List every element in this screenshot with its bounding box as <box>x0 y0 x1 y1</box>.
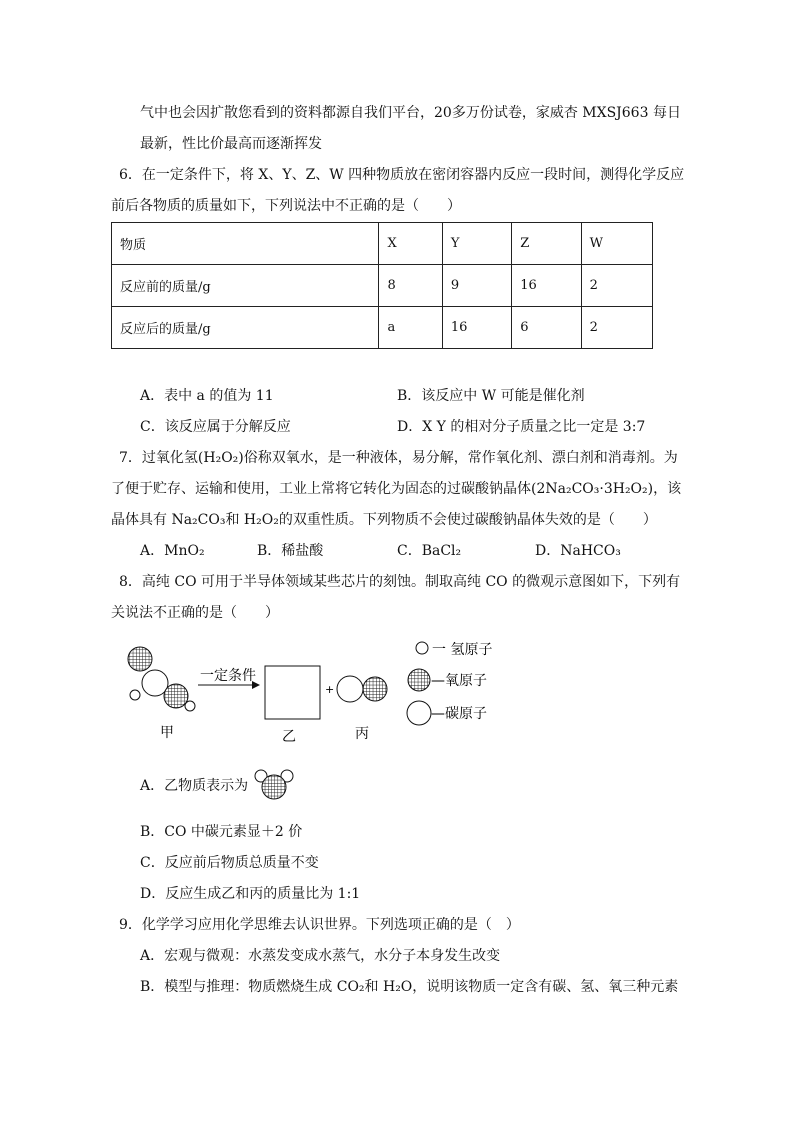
legend-oxygen: —氧原子 <box>431 673 487 689</box>
hydrogen-atom-icon <box>416 642 428 654</box>
label-bing: 丙 <box>355 726 369 742</box>
q7-stem-line-3: 晶体具有 Na₂CO₃和 H₂O₂的双重性质。下列物质不会使过碳酸钠晶体失效的是（ ） <box>111 512 657 528</box>
table-header-cell: Z <box>512 223 581 265</box>
table-cell: 16 <box>442 307 511 349</box>
table-cell: 2 <box>581 307 652 349</box>
hydrogen-atom-icon <box>130 690 140 700</box>
table-cell: a <box>379 307 442 349</box>
h2o-molecule-icon <box>252 767 296 803</box>
q7-stem-line-2: 了便于贮存、运输和使用，工业上常将它转化为固态的过碳酸钠晶体(2Na₂CO₃·3H₂O₂)，该 <box>111 481 682 497</box>
reaction-condition: 一定条件 <box>200 668 256 684</box>
oxygen-atom-icon <box>363 677 387 701</box>
q7-stem-line-1: 7．过氧化氢(H₂O₂)俗称双氧水，是一种液体，易分解，常作氧化剂、漂白剂和消毒剂。为 <box>119 450 678 466</box>
q9-option-a: A．宏观与微观：水蒸发变成水蒸气，水分子本身发生改变 <box>140 948 501 964</box>
hydrogen-atom-icon <box>185 701 195 711</box>
q8-stem-line-2: 关说法不正确的是（ ） <box>111 605 279 621</box>
table-cell: 反应前的质量/g <box>112 265 379 307</box>
carbon-atom-icon <box>142 670 168 696</box>
table-cell: 反应后的质量/g <box>112 307 379 349</box>
table-cell: 8 <box>379 265 442 307</box>
table-cell: 9 <box>442 265 511 307</box>
oxygen-atom-icon <box>164 684 188 708</box>
q9-option-b: B．模型与推理：物质燃烧生成 CO₂和 H₂O，说明该物质一定含有碳、氢、氧三种元素 <box>140 979 679 995</box>
q6-option-a: A．表中 a 的值为 11 <box>140 388 274 404</box>
plus-sign: + <box>325 683 335 696</box>
legend-hydrogen: 一 氢原子 <box>432 642 493 658</box>
q7-option-a: A．MnO₂ <box>140 543 205 559</box>
unknown-product-box <box>265 666 320 719</box>
table-header-cell: 物质 <box>112 223 379 265</box>
table-header-cell: W <box>581 223 652 265</box>
q6-option-d: D．X Y 的相对分子质量之比一定是 3:7 <box>397 419 646 435</box>
table-row <box>112 265 653 307</box>
table-header-cell: Y <box>442 223 511 265</box>
mass-table <box>111 222 653 349</box>
q6-option-c: C．该反应属于分解反应 <box>140 419 291 435</box>
oxygen-atom-icon <box>128 647 152 671</box>
atom-legend <box>405 637 525 732</box>
q7-option-c: C．BaCl₂ <box>397 543 462 559</box>
carbon-atom-icon <box>337 676 363 702</box>
oxygen-atom-icon <box>408 669 430 691</box>
q6-stem-line-2: 前后各物质的质量如下，下列说法中不正确的是（ ） <box>111 198 461 214</box>
table-header-cell: X <box>379 223 442 265</box>
table-header-row <box>112 223 653 265</box>
co-molecule <box>337 676 387 702</box>
table-cell: 2 <box>581 265 652 307</box>
q8-option-a: A．乙物质表示为 <box>140 778 249 794</box>
q8-stem-line-1: 8．高纯 CO 可用于半导体领域某些芯片的刻蚀。制取高纯 CO 的微观示意图如下，下列有 <box>119 574 681 590</box>
q7-option-b: B．稀盐酸 <box>257 543 324 559</box>
q9-stem: 9．化学学习应用化学思维去认识世界。下列选项正确的是（ ） <box>119 917 520 933</box>
intro-line-1: 气中也会因扩散您看到的资料都源自我们平台，20多万份试卷，家威杏 MXSJ663 每日 <box>140 105 681 121</box>
q8-option-c: C．反应前后物质总质量不变 <box>140 855 319 871</box>
table-cell: 6 <box>512 307 581 349</box>
label-jia: 甲 <box>160 725 174 741</box>
q8-option-b: B．CO 中碳元素显＋2 价 <box>140 824 303 840</box>
carbon-atom-icon <box>407 701 431 725</box>
legend-carbon: —碳原子 <box>431 706 487 722</box>
label-yi: 乙 <box>282 729 296 745</box>
q7-option-d: D．NaHCO₃ <box>535 543 621 559</box>
intro-line-2: 最新，性比价最高而逐渐挥发 <box>140 136 322 152</box>
reactant-molecule <box>128 647 195 711</box>
table-cell: 16 <box>512 265 581 307</box>
q8-option-d: D．反应生成乙和丙的质量比为 1:1 <box>140 886 361 902</box>
q6-stem-line-1: 6．在一定条件下，将 X、Y、Z、W 四种物质放在密闭容器内反应一段时间，测得化学反应 <box>119 167 685 183</box>
table-row <box>112 307 653 349</box>
q6-option-b: B．该反应中 W 可能是催化剂 <box>397 388 585 404</box>
